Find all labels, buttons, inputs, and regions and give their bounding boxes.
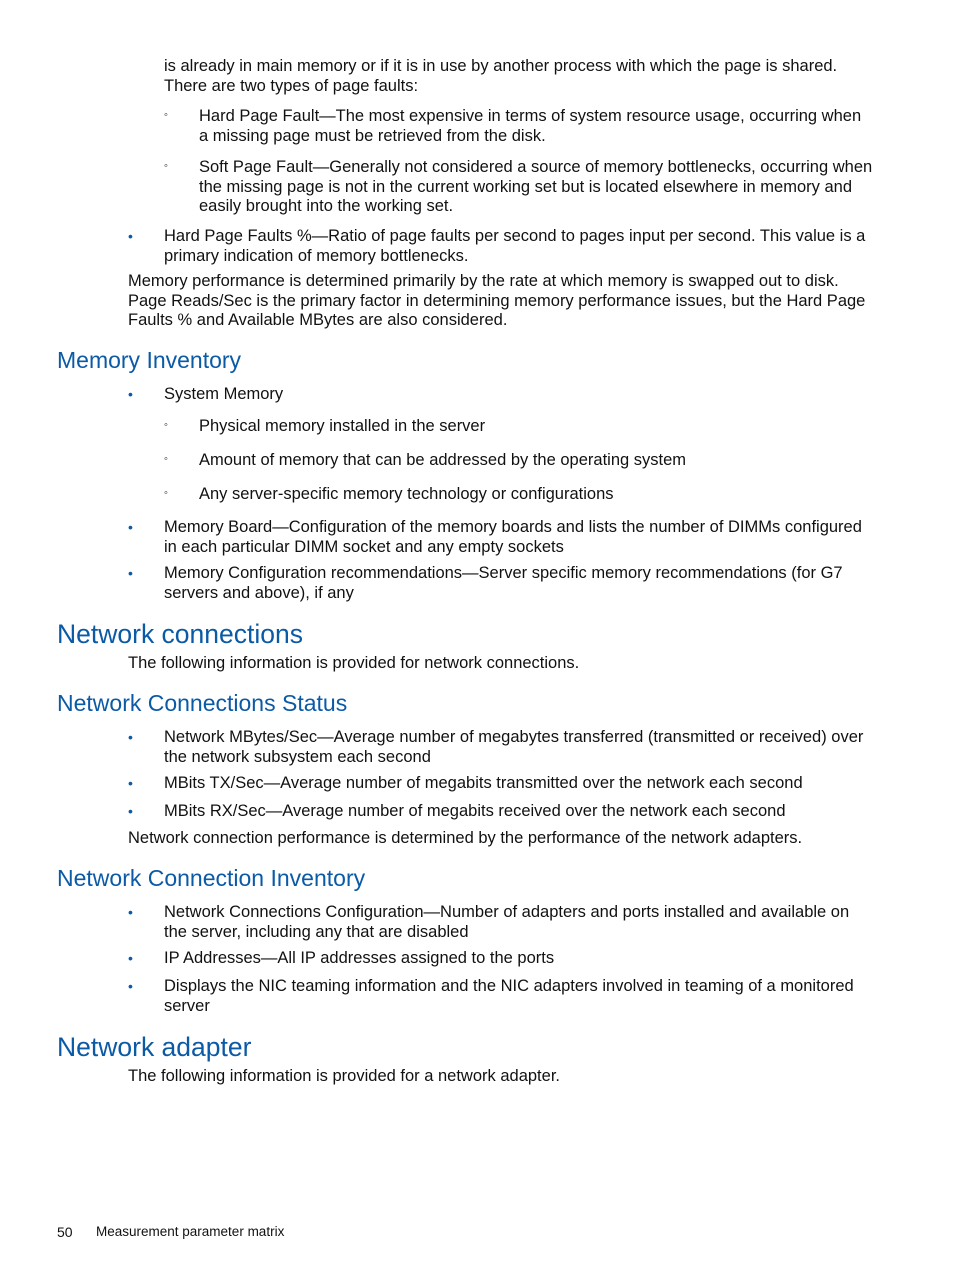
list-item-text: IP Addresses—All IP addresses assigned to the ports [164, 949, 555, 967]
bullet-icon: • [128, 386, 133, 402]
list-item-text: MBits TX/Sec—Average number of megabits transmitted over the network each second [164, 774, 803, 792]
circle-bullet-icon: ◦ [164, 487, 168, 499]
bullet-icon: • [128, 803, 133, 819]
bullet-icon: • [128, 565, 133, 581]
list-item-text: Hard Page Faults %—Ratio of page faults per second to pages input per second. This value is a primary indication of memory bottlenecks. [164, 227, 866, 265]
list-item-text: Memory Configuration recommendations—Server specific memory recommendations (for G7 servers and above), if any [164, 564, 843, 602]
list-item-text: Network MBytes/Sec—Average number of megabytes transferred (transmitted or received) over the network subsystem each second [164, 728, 864, 766]
list-item-text: Displays the NIC teaming information and the NIC adapters involved in teaming of a monitored server [164, 977, 854, 1015]
circle-bullet-icon: ◦ [164, 419, 168, 431]
bullet-icon: • [128, 950, 133, 966]
continuation-paragraph: is already in main memory or if it is in use by another process with which the page is shared. There are two types of page faults: [164, 57, 838, 95]
sub-list-item-text: Soft Page Fault—Generally not considered a source of memory bottlenecks, occurring when the missing page is not in the current working set but is located elsewhere in memory and easily brought into the working set. [199, 158, 873, 215]
list-item-text: Memory Board—Configuration of the memory boards and lists the number of DIMMs configured in each particular DIMM socket and any empty sockets [164, 518, 862, 556]
section-heading-network-adapter: Network adapter [57, 1032, 252, 1062]
list-item-text: MBits RX/Sec—Average number of megabits received over the network each second [164, 802, 786, 820]
bullet-icon: • [128, 904, 133, 920]
section-heading-network-connections-status: Network Connections Status [57, 690, 348, 716]
circle-bullet-icon: ◦ [164, 109, 168, 121]
section-heading-network-connection-inventory: Network Connection Inventory [57, 865, 366, 891]
sub-list-item-text: Any server-specific memory technology or configurations [199, 485, 614, 503]
footer-title: Measurement parameter matrix [96, 1224, 285, 1239]
section-heading-memory-inventory: Memory Inventory [57, 347, 242, 373]
circle-bullet-icon: ◦ [164, 453, 168, 465]
list-item-text: Network Connections Configuration—Number of adapters and ports installed and available on the server, including any that are disabled [164, 903, 850, 941]
paragraph: Memory performance is determined primarily by the rate at which memory is swapped out to disk. Page Reads/Sec is the primary factor in determining memory performance issues, but the Hard Page Faults % and Available MBytes are also considered. [128, 272, 866, 329]
sub-list-item-text: Hard Page Fault—The most expensive in terms of system resource usage, occurring when a missing page must be retrieved from the disk. [199, 107, 862, 145]
bullet-icon: • [128, 978, 133, 994]
sub-list-item-text: Amount of memory that can be addressed by the operating system [199, 451, 687, 469]
page-number: 50 [57, 1224, 73, 1240]
bullet-icon: • [128, 519, 133, 535]
sub-list-item-text: Physical memory installed in the server [199, 417, 486, 435]
bullet-icon: • [128, 729, 133, 745]
bullet-icon: • [128, 228, 133, 244]
paragraph: The following information is provided for a network adapter. [128, 1067, 560, 1085]
paragraph: Network connection performance is determined by the performance of the network adapters. [128, 829, 803, 847]
paragraph: The following information is provided for network connections. [128, 654, 580, 672]
list-item-text: System Memory [164, 385, 284, 403]
section-heading-network-connections: Network connections [57, 619, 303, 649]
circle-bullet-icon: ◦ [164, 160, 168, 172]
bullet-icon: • [128, 775, 133, 791]
